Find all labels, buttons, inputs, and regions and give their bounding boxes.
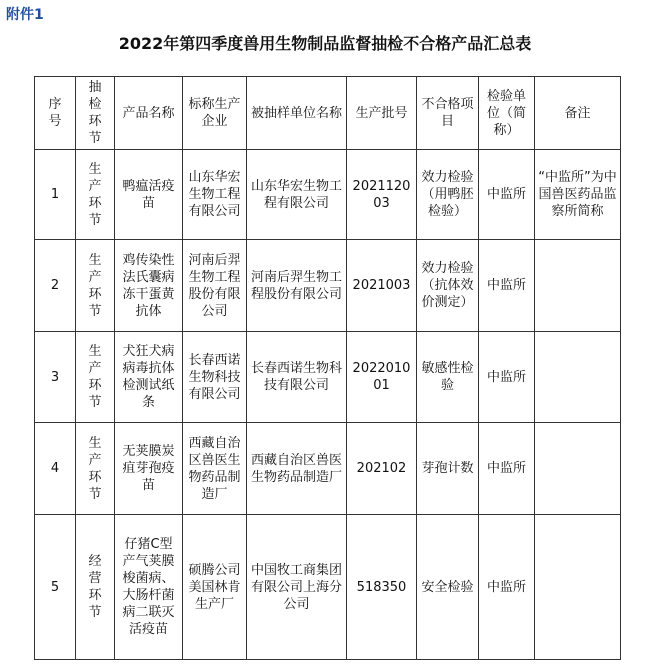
table-row [35, 332, 621, 423]
table-row [35, 240, 621, 332]
cell-stage: 生产环节 [76, 240, 115, 332]
cell-no: 4 [35, 423, 76, 515]
cell-item: 效力检验（抗体效价测定） [417, 240, 479, 332]
cell-no: 2 [35, 240, 76, 332]
cell-remark [535, 423, 621, 515]
nonconforming-products-table [34, 76, 621, 660]
cell-lab: 中监所 [479, 515, 535, 660]
header-manufacturer: 标称生产企业 [183, 77, 247, 150]
header-batch: 生产批号 [347, 77, 417, 150]
cell-remark [535, 515, 621, 660]
cell-item: 安全检验 [417, 515, 479, 660]
cell-manufacturer: 硕腾公司美国林肯生产厂 [183, 515, 247, 660]
table-row [35, 150, 621, 240]
cell-batch: 2021003 [347, 240, 417, 332]
cell-no: 1 [35, 150, 76, 240]
cell-manufacturer: 西藏自治区兽医生物药品制造厂 [183, 423, 247, 515]
cell-product: 无荚膜炭疽芽孢疫苗 [115, 423, 183, 515]
cell-sampled-unit: 长春西诺生物科技有限公司 [247, 332, 347, 423]
cell-stage: 生产环节 [76, 150, 115, 240]
header-stage: 抽检环节 [76, 77, 115, 150]
cell-lab: 中监所 [479, 423, 535, 515]
header-product: 产品名称 [115, 77, 183, 150]
cell-stage: 生产环节 [76, 423, 115, 515]
cell-product: 鸡传染性法氏囊病冻干蛋黄抗体 [115, 240, 183, 332]
cell-sampled-unit: 河南后羿生物工程股份有限公司 [247, 240, 347, 332]
table-row [35, 423, 621, 515]
cell-lab: 中监所 [479, 332, 535, 423]
header-no: 序号 [35, 77, 76, 150]
cell-remark [535, 240, 621, 332]
cell-product: 仔猪C型产气荚膜梭菌病、大肠杆菌病二联灭活疫苗 [115, 515, 183, 660]
cell-manufacturer: 山东华宏生物工程有限公司 [183, 150, 247, 240]
cell-sampled-unit: 西藏自治区兽医生物药品制造厂 [247, 423, 347, 515]
table-header-row [35, 77, 621, 150]
cell-lab: 中监所 [479, 150, 535, 240]
cell-product: 鸭瘟活疫苗 [115, 150, 183, 240]
cell-manufacturer: 长春西诺生物科技有限公司 [183, 332, 247, 423]
table-row [35, 515, 621, 660]
cell-batch: 518350 [347, 515, 417, 660]
cell-no: 5 [35, 515, 76, 660]
cell-batch: 202201001 [347, 332, 417, 423]
cell-item: 效力检验（用鸭胚检验） [417, 150, 479, 240]
cell-batch: 202112003 [347, 150, 417, 240]
cell-sampled-unit: 山东华宏生物工程有限公司 [247, 150, 347, 240]
cell-batch: 202102 [347, 423, 417, 515]
cell-item: 敏感性检验 [417, 332, 479, 423]
cell-remark [535, 332, 621, 423]
cell-item: 芽孢计数 [417, 423, 479, 515]
attachment-label: 附件1 [6, 7, 44, 23]
header-sampled-unit: 被抽样单位名称 [247, 77, 347, 150]
cell-manufacturer: 河南后羿生物工程股份有限公司 [183, 240, 247, 332]
cell-stage: 生产环节 [76, 332, 115, 423]
cell-stage: 经营环节 [76, 515, 115, 660]
cell-product: 犬狂犬病病毒抗体检测试纸条 [115, 332, 183, 423]
cell-no: 3 [35, 332, 76, 423]
header-item: 不合格项目 [417, 77, 479, 150]
header-remark: 备注 [535, 77, 621, 150]
cell-sampled-unit: 中国牧工商集团有限公司上海分公司 [247, 515, 347, 660]
header-lab: 检验单位（简称） [479, 77, 535, 150]
cell-lab: 中监所 [479, 240, 535, 332]
cell-remark: “中监所”为中国兽医药品监察所简称 [535, 150, 621, 240]
document-title: 2022年第四季度兽用生物制品监督抽检不合格产品汇总表 [118, 34, 532, 53]
